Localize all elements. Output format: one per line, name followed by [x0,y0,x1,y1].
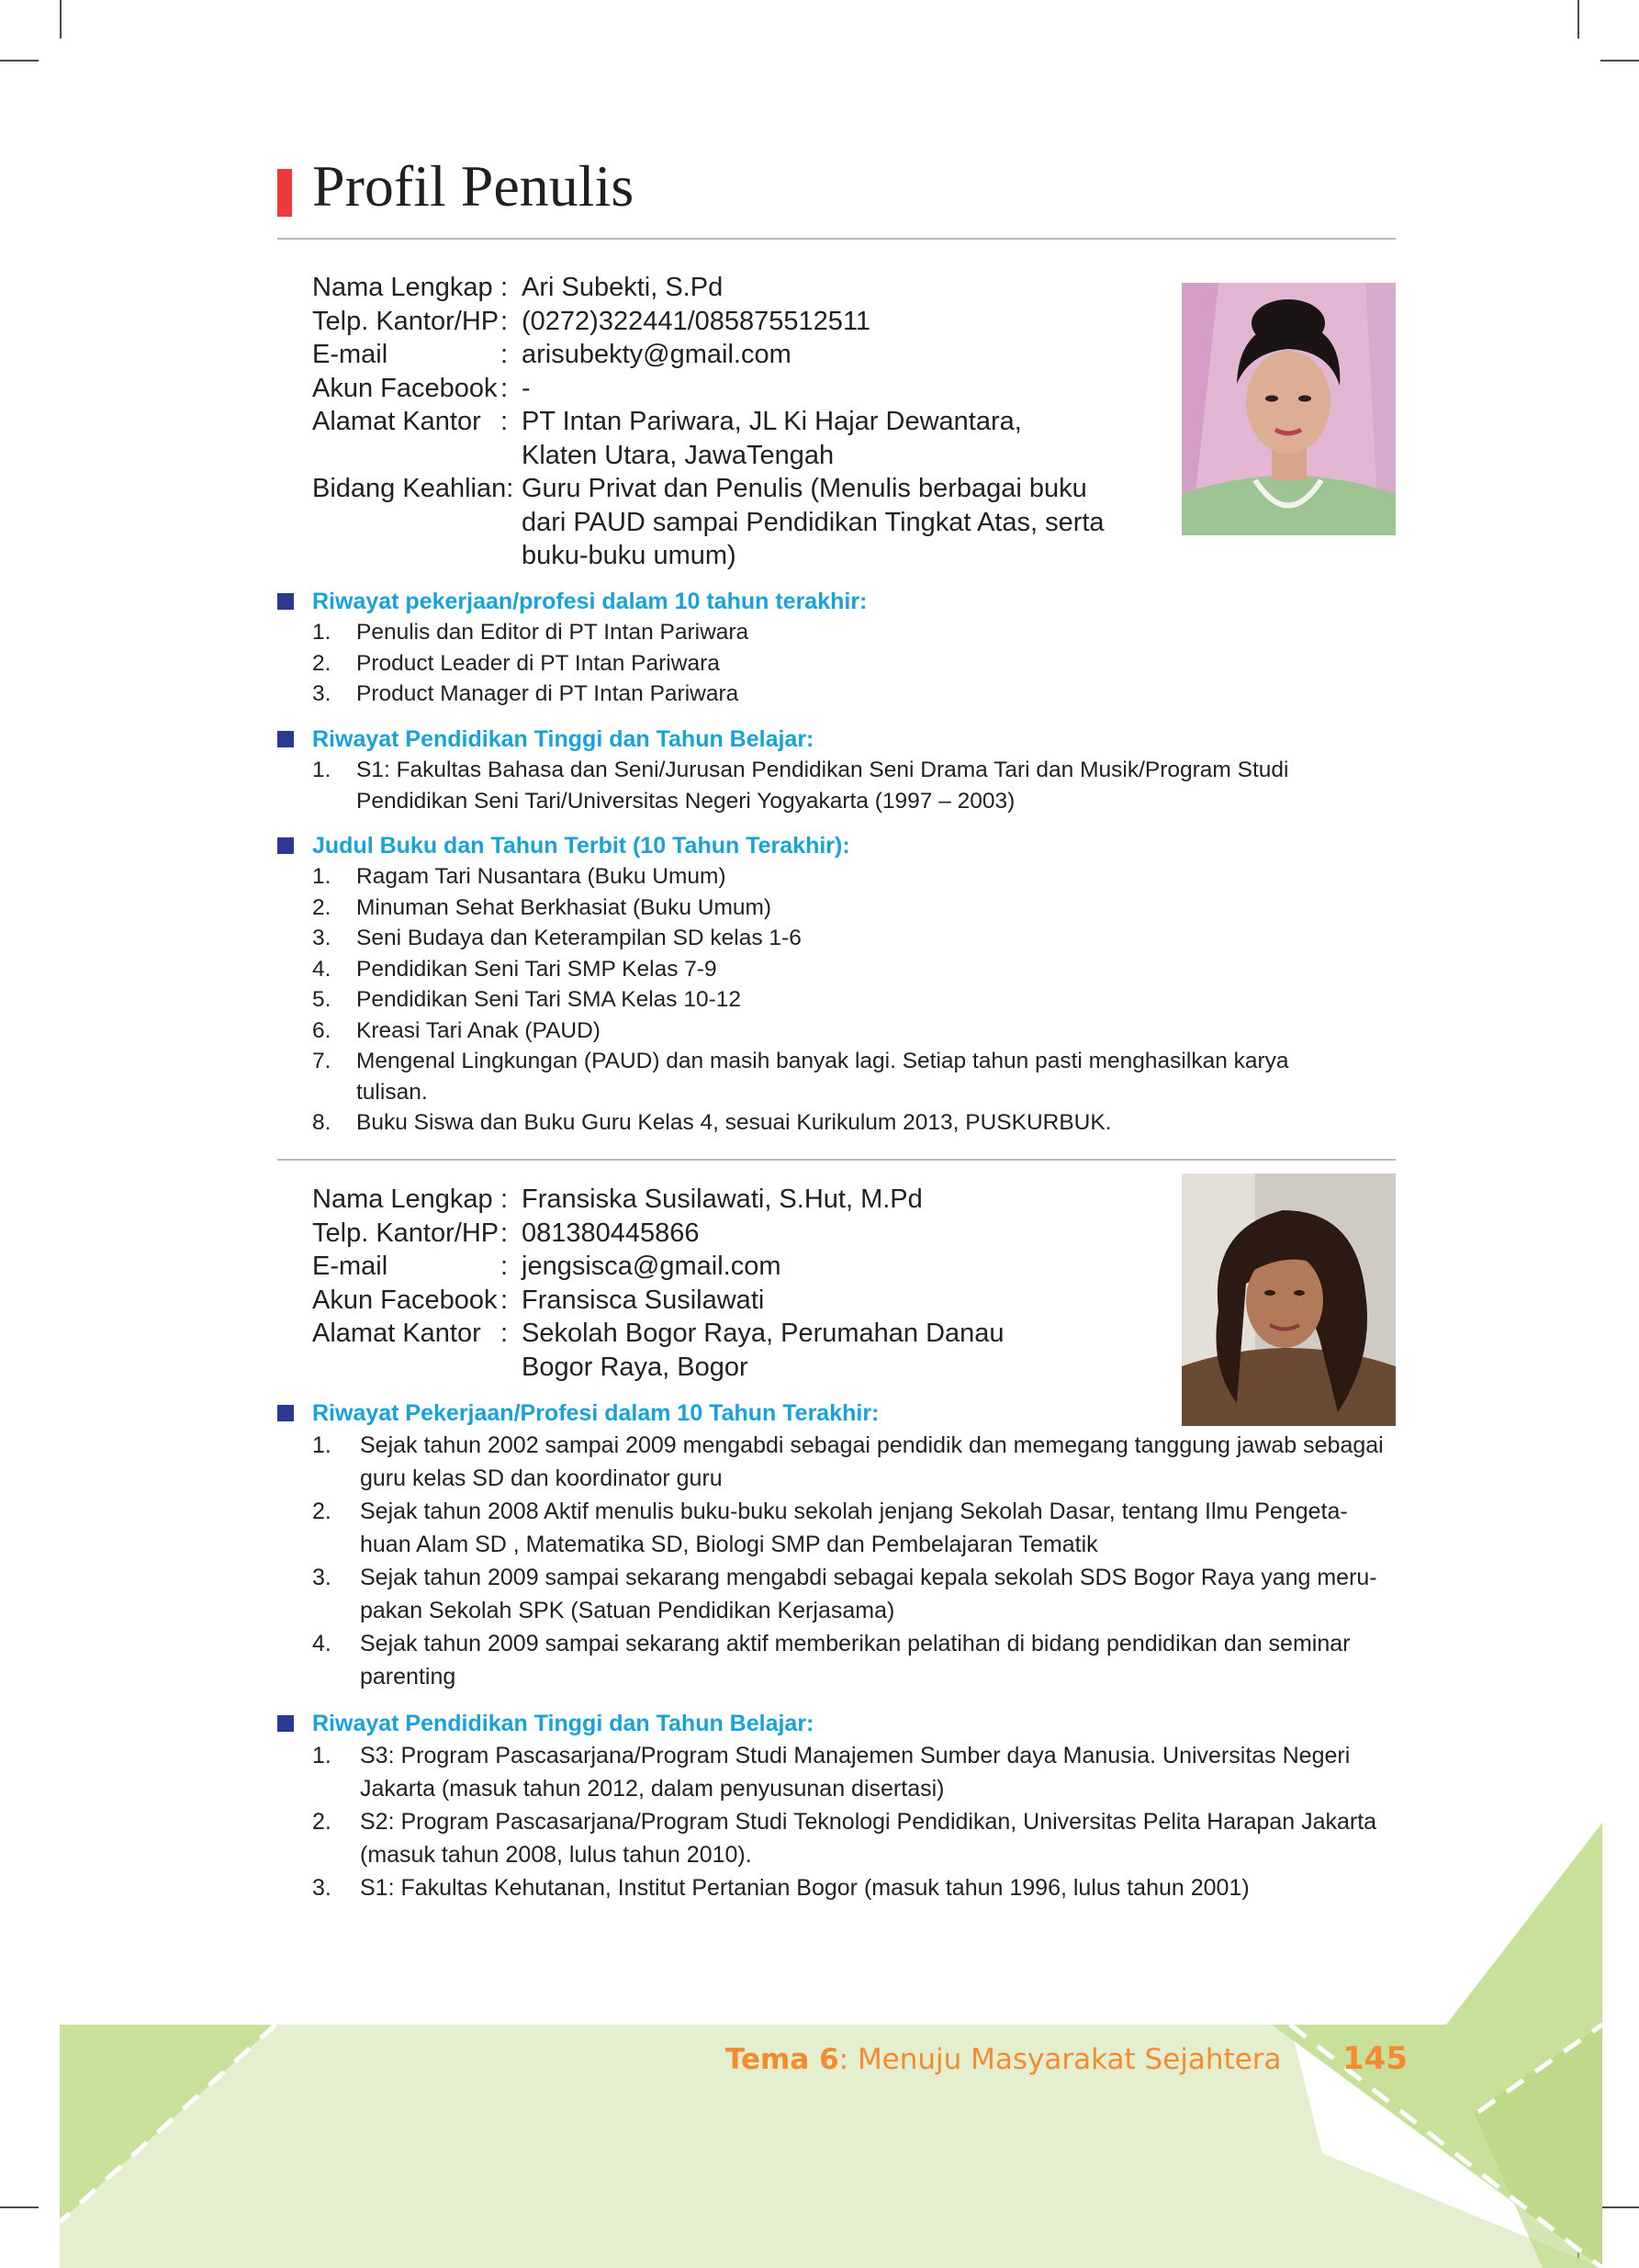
education-list [277,755,1396,816]
info-row-name: Nama Lengkap : Ari Subekti, S.Pd [312,273,724,302]
list-item: 1. Penulis dan Editor di PT Intan Pariwara [312,620,749,645]
list-item: 2. Product Leader di PT Intan Pariwara [312,650,720,676]
section-heading: Riwayat pekerjaan/profesi dalam 10 tahun terakhir: [277,586,1396,617]
page-number: 145 [1342,2040,1408,2077]
info-row-email: E-mail : arisubekty@gmail.com [312,340,791,369]
theme-label: Tema 6 [725,2043,839,2076]
list-item: 1. Ragam Tari Nusantara (Buku Umum) [312,864,726,889]
title-accent-bar [277,169,292,217]
list-item: 3. S1: Fakultas Kehutanan, Institut Pertanian Bogor (masuk tahun 1996, lulus tahun 2001) [312,1875,1250,1901]
list-item: 3. Sejak tahun 2009 sampai sekarang mengabdi sebagai kepala sekolah SDS Bogor Raya yang meru-pakan Sekolah SPK (Satuan Pendidikan Kerjasama) [312,1565,1377,1623]
square-bullet-icon [277,593,294,610]
author2-photo [1182,1173,1396,1426]
square-bullet-icon [277,837,294,854]
author1-education [277,724,1396,816]
author2-work-history [277,1398,1396,1693]
info-row-name: Nama Lengkap : Fransiska Susilawati, S.Hut, M.Pd [312,1185,923,1214]
square-bullet-icon [277,731,294,747]
list-item: 7. Mengenal Lingkungan (PAUD) dan masih banyak lagi. Setiap tahun pasti menghasilkan karya tulisan. [312,1049,1289,1105]
work-list [277,1429,1396,1693]
author1-photo [1182,283,1396,535]
list-item: 1. S3: Program Pascasarjana/Program Studi Manajemen Sumber daya Manusia. Universitas Negeri Jakarta (masuk tahun 2012, dalam penyusunan disertasi) [312,1743,1351,1802]
info-row-expertise: Bidang Keahlian: Guru Privat dan Penulis (Menulis berbagai buku dari PAUD sampai Pendidikan Tingkat Atas, serta buku-buku umum) [312,474,1105,570]
theme-text: : Menuju Masyarakat Sejahtera [838,2043,1282,2076]
section-heading: Judul Buku dan Tahun Terbit (10 Tahun Terakhir): [277,830,1396,861]
info-row-facebook: Akun Facebook : Fransisca Susilawati [312,1285,765,1315]
square-bullet-icon [277,1715,294,1732]
author1-books [277,830,1396,1139]
list-item: 6. Kreasi Tari Anak (PAUD) [312,1017,601,1043]
footer-theme [725,2043,1282,2076]
list-item: 2. Minuman Sehat Berkhasiat (Buku Umum) [312,894,772,920]
author2-education [277,1708,1396,1904]
page-title: Profil Penulis [312,153,634,219]
books-list [277,861,1396,1139]
author1-work-history [277,586,1396,710]
list-item: 4. Pendidikan Seni Tari SMP Kelas 7-9 [312,956,717,982]
list-item: 5. Pendidikan Seni Tari SMA Kelas 10-12 [312,987,742,1012]
list-item: 2. S2: Program Pascasarjana/Program Studi Teknologi Pendidikan, Universitas Pelita Harapan Jakarta (masuk tahun 2008, lulus tahun 2010). [312,1809,1377,1868]
list-item: 1. S1: Fakultas Bahasa dan Seni/Jurusan Pendidikan Seni Drama Tari dan Musik/Program Studi Pendidikan Seni Tari/Universitas Negeri Yogyakarta (1997 – 2003) [312,758,1289,814]
author2-info [312,1183,1139,1384]
info-row-phone: Telp. Kantor/HP : 081380445866 [312,1218,700,1248]
education-list [277,1739,1396,1904]
author-divider [277,1159,1396,1161]
info-row-address: Alamat Kantor : Sekolah Bogor Raya, Perumahan Danau Bogor Raya, Bogor [312,1319,1005,1382]
title-divider [277,238,1396,240]
section-heading: Riwayat Pendidikan Tinggi dan Tahun Belajar: [277,1708,1396,1739]
info-row-address: Alamat Kantor : PT Intan Pariwara, JL Ki Hajar Dewantara, Klaten Utara, JawaTengah [312,407,1022,470]
list-item: 1. Sejak tahun 2002 sampai 2009 mengabdi sebagai pendidik dan memegang tanggung jawab sebagai guru kelas SD dan koordinator guru [312,1432,1384,1491]
info-row-facebook: Akun Facebook : - [312,373,531,403]
list-item: 3. Product Manager di PT Intan Pariwara [312,681,739,706]
list-item: 4. Sejak tahun 2009 sampai sekarang aktif memberikan pelatihan di bidang pendidikan dan seminar parenting [312,1631,1351,1690]
author1-info [312,271,1175,573]
list-item: 3. Seni Budaya dan Keterampilan SD kelas 1-6 [312,926,802,950]
square-bullet-icon [277,1405,294,1421]
list-item: 2. Sejak tahun 2008 Aktif menulis buku-buku sekolah jenjang Sekolah Dasar, tentang Ilmu Pengeta-huan Alam SD , Matematika SD, Biologi SMP dan Pembelajaran Tematik [312,1499,1348,1557]
list-item: 8. Buku Siswa dan Buku Guru Kelas 4, sesuai Kurikulum 2013, PUSKURBUK. [312,1110,1112,1135]
section-heading: Riwayat Pendidikan Tinggi dan Tahun Belajar: [277,724,1396,755]
work-list [277,617,1396,710]
info-row-email: E-mail : jengsisca@gmail.com [312,1252,781,1281]
section-heading: Riwayat Pekerjaan/Profesi dalam 10 Tahun Terakhir: [277,1398,1396,1429]
info-row-phone: Telp. Kantor/HP : (0272)322441/085875512511 [312,306,871,336]
